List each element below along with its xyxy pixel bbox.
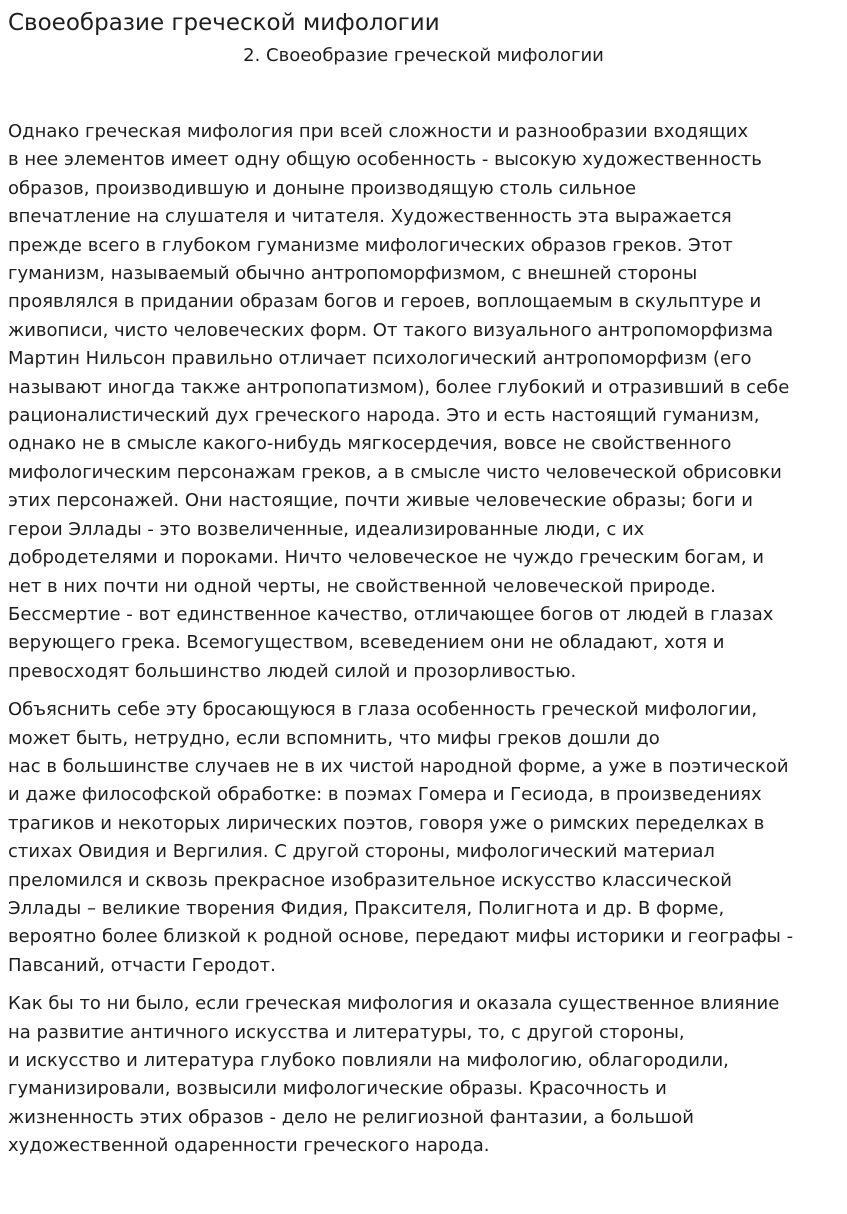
paragraph-line: жизненность этих образов - дело не религиозной фантазии, а большой bbox=[8, 1106, 694, 1128]
paragraph-line: Эллады – великие творения Фидия, Праксителя, Полигнота и др. В форме, bbox=[8, 897, 725, 919]
paragraph-line: проявлялся в придании образам богов и героев, воплощаемым в скульптуре и bbox=[8, 291, 762, 313]
paragraph-line: превосходят большинство людей силой и прозорливостью. bbox=[8, 660, 577, 682]
paragraph-line: называют иногда также антропопатизмом), более глубокий и отразивший в себе bbox=[8, 376, 790, 398]
document-body bbox=[8, 118, 839, 1161]
paragraph-line: Мартин Нильсон правильно отличает психологический антропоморфизм (его bbox=[8, 348, 752, 370]
paragraph-line: добродетелями и пороками. Ничто человеческое не чуждо греческим богам, и bbox=[8, 547, 764, 569]
paragraph-line: художественной одаренности греческого народа. bbox=[8, 1135, 490, 1157]
paragraph-line: нас в большинстве случаев не в их чистой народной форме, а уже в поэтической bbox=[8, 755, 789, 777]
section-heading: 2. Своеобразие греческой мифологии bbox=[243, 45, 604, 66]
paragraph bbox=[8, 990, 839, 1160]
paragraph-line: Павсаний, отчасти Геродот. bbox=[8, 954, 276, 976]
paragraph-line: рационалистический дух греческого народа. Это и есть настоящий гуманизм, bbox=[8, 405, 760, 427]
paragraph-line: нет в них почти ни одной черты, не свойственной человеческой природе. bbox=[8, 575, 716, 597]
paragraph-line: верующего грека. Всемогуществом, всеведением они не обладают, хотя и bbox=[8, 632, 725, 654]
paragraph-line: гуманизировали, возвысили мифологические образы. Красочность и bbox=[8, 1078, 667, 1100]
paragraph-line: этих персонажей. Они настоящие, почти живые человеческие образы; боги и bbox=[8, 490, 753, 512]
paragraph-line: впечатление на слушателя и читателя. Художественность эта выражается bbox=[8, 206, 732, 228]
paragraph-line: образов, производившую и доныне производящую столь сильное bbox=[8, 177, 637, 199]
paragraph-line: прежде всего в глубоком гуманизме мифологических образов греков. Этот bbox=[8, 234, 733, 256]
paragraph-line: герои Эллады - это возвеличенные, идеализированные люди, с их bbox=[8, 518, 645, 540]
paragraph bbox=[8, 118, 839, 686]
paragraph-line: однако не в смысле какого-нибудь мягкосердечия, вовсе не свойственного bbox=[8, 433, 732, 455]
paragraph-line: Бессмертие - вот единственное качество, отличающее богов от людей в глазах bbox=[8, 603, 774, 625]
paragraph-line: мифологическим персонажам греков, а в смысле чисто человеческой обрисовки bbox=[8, 461, 782, 483]
paragraph-line: Однако греческая мифология при всей сложности и разнообразии входящих bbox=[8, 121, 749, 142]
paragraph-line: может быть, нетрудно, если вспомнить, что мифы греков дошли до bbox=[8, 727, 660, 749]
paragraph-line: Как бы то ни было, если греческая мифология и оказала существенное влияние bbox=[8, 993, 780, 1015]
paragraph-line: Объяснить себе эту бросающуюся в глаза особенность греческой мифологии, bbox=[8, 699, 758, 721]
paragraph-line: в нее элементов имеет одну общую особенность - высокую художественность bbox=[8, 149, 762, 171]
paragraph-line: и даже философской обработке: в поэмах Гомера и Гесиода, в произведениях bbox=[8, 784, 762, 806]
paragraph-line: на развитие античного искусства и литературы, то, с другой стороны, bbox=[8, 1021, 685, 1043]
paragraph-line: стихах Овидия и Вергилия. С другой стороны, мифологический материал bbox=[8, 841, 715, 863]
paragraph-line: живописи, чисто человеческих форм. От такого визуального антропоморфизма bbox=[8, 319, 774, 341]
paragraph-line: гуманизм, называемый обычно антропоморфизмом, с внешней стороны bbox=[8, 263, 698, 285]
paragraph-line: трагиков и некоторых лирических поэтов, говоря уже о римских переделках в bbox=[8, 812, 765, 834]
paragraph bbox=[8, 696, 839, 980]
paragraph-line: вероятно более близкой к родной основе, передают мифы историки и географы - bbox=[8, 926, 794, 948]
paragraph-line: преломился и сквозь прекрасное изобразительное искусство классической bbox=[8, 869, 732, 891]
document-title: Своеобразие греческой мифологии bbox=[8, 10, 440, 36]
paragraph-line: и искусство и литература глубоко повлияли на мифологию, облагородили, bbox=[8, 1050, 729, 1071]
